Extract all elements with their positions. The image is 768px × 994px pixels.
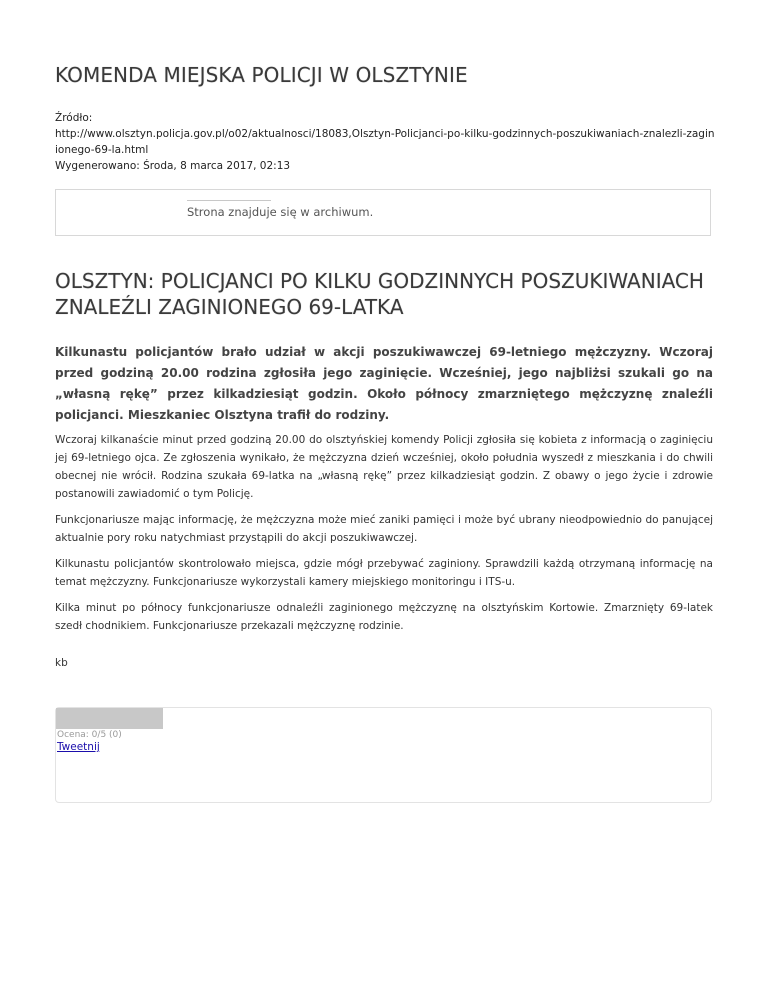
tweet-link[interactable]: Tweetnij [57,741,100,753]
source-url: http://www.olsztyn.policja.gov.pl/o02/aktualnosci/18083,Olsztyn-Policjanci-po-kilku-godzinnych-poszukiwaniach-znalezli-zaginionego-69-la.html [55,128,715,156]
article-paragraph: Kilkunastu policjantów skontrolowało miejsca, gdzie mógł przebywać zaginiony. Sprawdzili każdą otrzymaną informację na temat mężczyzny. Funkcjonariusze wykorzystali kamery miejskiego monitoringu i ITS-u. [55,558,713,588]
article-paragraph: Wczoraj kilkanaście minut przed godziną 20.00 do olsztyńskiej komendy Policji zgłosiła się kobieta z informacją o zaginięciu jej 69-letniego ojca. Ze zgłoszenia wynikało, że mężczyzna dzień wcześniej, około południa wyszedł z mieszkania i do chwili obecnej nie wrócił. Rodzina szukała 69-latka na „własną rękę” przez kilkadziesiąt godzin. Z obawy o jego życie i zdrowie postanowili zawiadomić o tym Policję. [55,434,713,500]
author-signature: kb [55,657,68,669]
article-title: OLSZTYN: POLICJANCI PO KILKU GODZINNYCH POSZUKIWANIACH ZNALEŹLI ZAGINIONEGO 69-LATKA [55,269,704,319]
rating-text: Ocena: 0/5 (0) [57,730,122,740]
generated-date: Wygenerowano: Środa, 8 marca 2017, 02:13 [55,160,291,172]
archive-divider [187,200,271,201]
document-meta [55,110,715,174]
archive-notice-box [55,189,711,236]
article-lead: Kilkunastu policjantów brało udział w akcji poszukiwawczej 69-letniego mężczyzny. Wczoraj przed godziną 20.00 rodzina zgłosiła jego zaginięcie. Wcześniej, jego najbliżsi szukali go na „własną rękę” przez kilkadziesiąt godzin. Około północy zmarzniętego mężczyznę znaleźli policjanci. Mieszkaniec Olsztyna trafił do rodziny. [55,345,713,422]
rating-stars[interactable] [56,708,163,729]
article-paragraph: Kilka minut po północy funkcjonariusze odnaleźli zaginionego mężczyznę na olsztyńskim Kortowie. Zmarznięty 69-latek szedł chodnikiem. Funkcjonariusze przekazali mężczyznę rodzinie. [55,602,713,632]
archive-notice: Strona znajduje się w archiwum. [187,205,374,219]
article-paragraph: Funkcjonariusze mając informację, że mężczyzna może mieć zaniki pamięci i może być ubrany nieodpowiednio do panującej aktualnie pory roku natychmiast przystąpili do akcji poszukiwawczej. [55,514,713,544]
site-title: KOMENDA MIEJSKA POLICJI W OLSZTYNIE [55,63,468,87]
source-label: Źródło: [55,112,93,124]
rating-panel [55,707,712,803]
